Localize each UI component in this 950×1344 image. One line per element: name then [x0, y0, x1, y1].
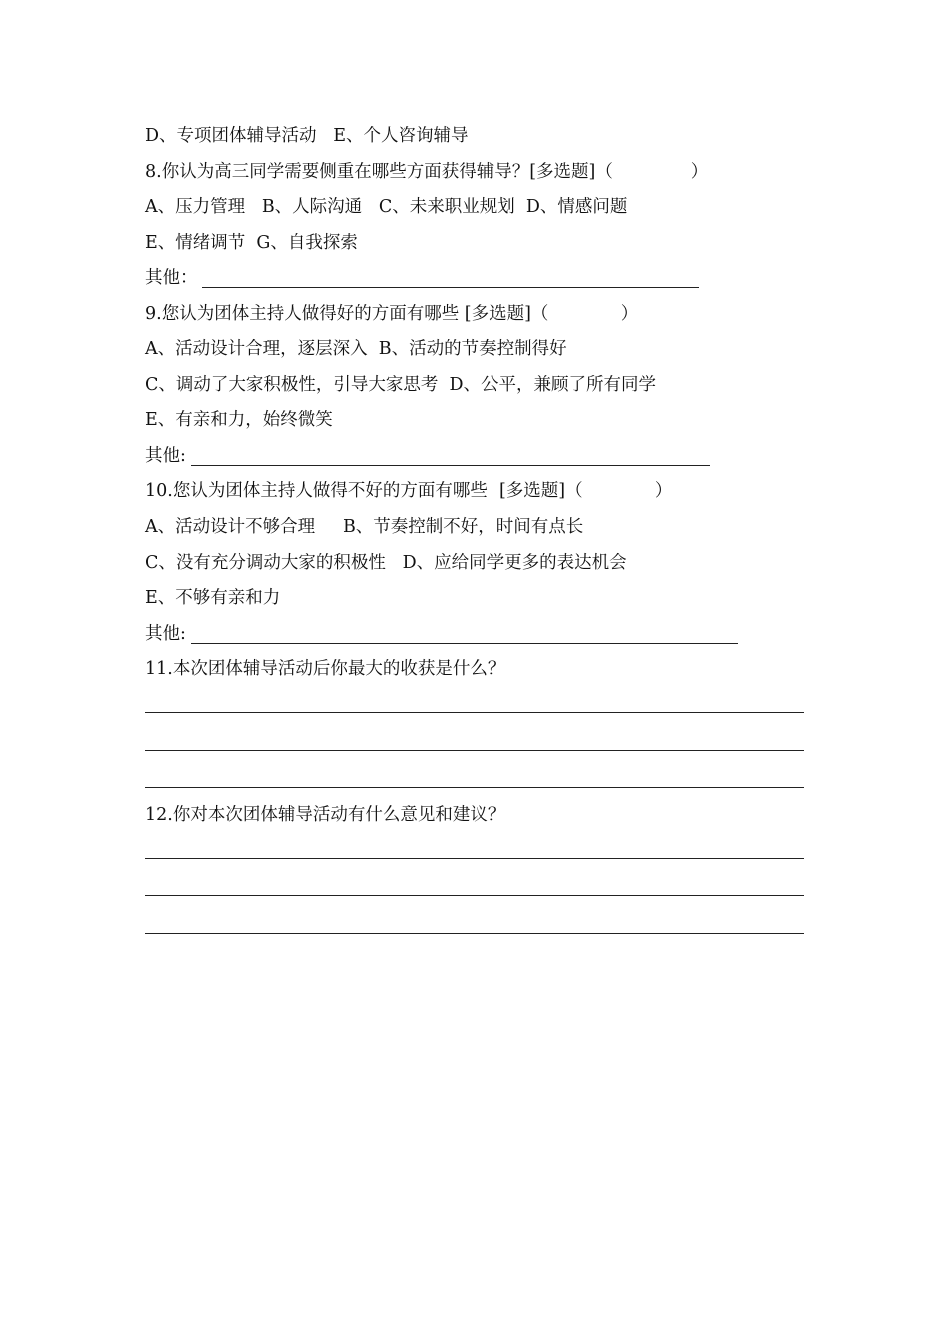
q11-question: 11.本次团体辅导活动后你最大的收获是什么？	[145, 659, 506, 679]
q10-other-blank[interactable]	[191, 643, 738, 644]
q9-option-e: E、有亲和力，始终微笑	[145, 410, 333, 430]
q12-answer-line-2[interactable]	[145, 895, 804, 896]
q11-answer-line-1[interactable]	[145, 712, 804, 713]
q9-other-label: 其他:	[145, 446, 192, 466]
q9-other-blank[interactable]	[191, 465, 710, 466]
q8-other-blank[interactable]	[202, 287, 699, 288]
q9-question: 9.您认为团体主持人做得好的方面有哪些 [多选题]（ ）	[145, 304, 639, 324]
q8-other-label: 其他：	[145, 268, 198, 288]
q9-options-a-b: A、活动设计合理，逐层深入 B、活动的节奏控制得好	[145, 339, 567, 359]
q8-options-e-g: E、情绪调节 G、自我探索	[145, 233, 358, 253]
q8-question: 8.你认为高三同学需要侧重在哪些方面获得辅导？[多选题]（ ）	[145, 162, 709, 182]
q11-answer-line-2[interactable]	[145, 750, 804, 751]
q10-question: 10.您认为团体主持人做得不好的方面有哪些 [多选题]（ ）	[145, 481, 673, 501]
q9-options-c-d: C、调动了大家积极性，引导大家思考 D、公平，兼顾了所有同学	[145, 375, 657, 395]
q12-answer-line-3[interactable]	[145, 933, 804, 934]
q7-options-d-e: D、专项团体辅导活动 E、个人咨询辅导	[145, 126, 469, 146]
q10-options-a-b: A、活动设计不够合理 B、节奏控制不好，时间有点长	[145, 517, 584, 537]
q8-options-a-d: A、压力管理 B、人际沟通 C、未来职业规划 D、情感问题	[145, 197, 628, 217]
q11-answer-line-3[interactable]	[145, 787, 804, 788]
q12-answer-line-1[interactable]	[145, 858, 804, 859]
q10-other-label: 其他:	[145, 624, 192, 644]
q12-question: 12.你对本次团体辅导活动有什么意见和建议？	[145, 805, 506, 825]
q10-options-c-d: C、没有充分调动大家的积极性 D、应给同学更多的表达机会	[145, 553, 627, 573]
q10-option-e: E、不够有亲和力	[145, 588, 281, 608]
